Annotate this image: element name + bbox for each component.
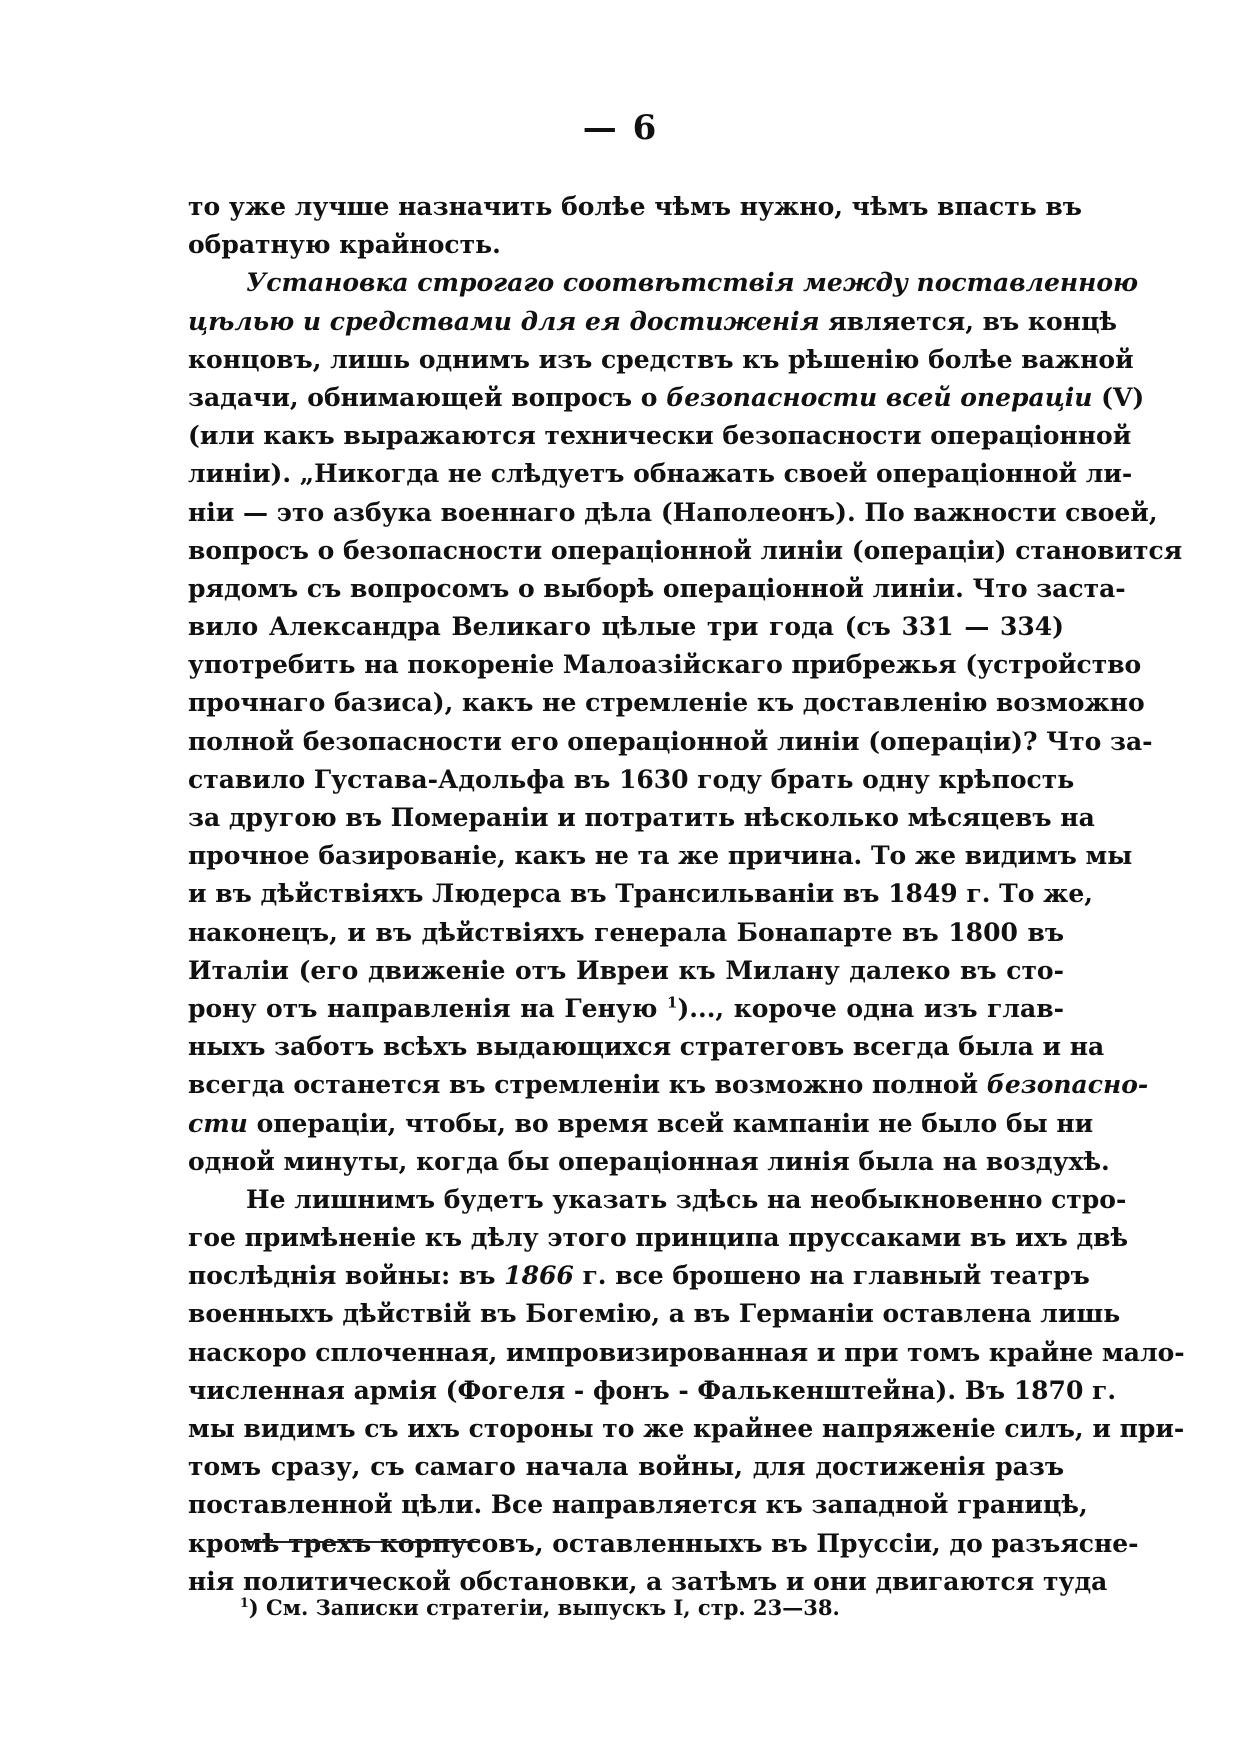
text-line: [188, 1295, 1121, 1333]
text-line: [188, 1334, 1185, 1372]
text-line: [188, 1486, 1088, 1524]
line-text: наскоро сплоченная, импровизированная и при томъ крайне мало-: [188, 1337, 1185, 1367]
line-text: всегда останется въ стремленіи къ возможно полной: [188, 1070, 987, 1100]
line-text: обратную крайность.: [188, 230, 501, 260]
line-text: ныхъ заботъ всѣхъ выдающихся стратеговъ всегда была и на: [188, 1032, 1105, 1062]
text-line: [188, 532, 1183, 570]
line-text: (или какъ выражаются технически безопасности операціонной: [188, 421, 1132, 451]
line-text: (V): [1092, 382, 1145, 412]
line-text: за другою въ Помераніи и потратить нѣсколько мѣсяцевъ на: [188, 803, 1095, 832]
italic-text: сти: [188, 1108, 248, 1138]
text-line: [188, 952, 1064, 990]
footnote-reference: 1: [667, 993, 678, 1012]
text-line: [188, 1525, 1139, 1563]
text-line: [188, 723, 1153, 761]
text-line: [188, 1410, 1185, 1448]
line-text: Не лишнимъ будетъ указать здѣсь на необыкновенно стро-: [246, 1184, 1127, 1214]
text-line: [188, 1181, 1127, 1219]
line-text: )..., короче одна изъ глав-: [677, 993, 1064, 1023]
text-line: [188, 990, 1064, 1028]
line-text: употребить на покореніе Малоазійскаго прибрежья (устройство: [188, 650, 1142, 680]
line-text: операціи, чтобы, во время всей кампаніи не было бы ни: [247, 1108, 1094, 1138]
text-line: [188, 570, 1126, 608]
text-line: [188, 684, 1145, 722]
line-text: вопросъ о безопасности операціонной линіи (операціи) становится: [188, 535, 1183, 565]
line-text: прочнаго базиса), какъ не стремленіе къ доставленію возможно: [188, 688, 1145, 718]
text-line: [188, 1219, 1129, 1257]
line-text: вило Александра Великаго цѣлые три года (съ 331 — 334): [188, 612, 1064, 642]
text-line: [188, 417, 1132, 455]
line-text: послѣднія войны: въ: [188, 1261, 505, 1291]
text-line: [188, 264, 1139, 302]
footnote-text: ) См. Записки стратегіи, выпускъ I, стр. 23—38.: [248, 1595, 840, 1620]
text-line: [188, 188, 1082, 226]
line-text: одной минуты, когда бы операціонная линія была на воздухѣ.: [188, 1146, 1110, 1176]
body-text: [188, 188, 1185, 1601]
line-text: наконецъ, и въ дѣйствіяхъ генерала Бонапарте въ 1800 въ: [188, 917, 1064, 947]
line-text: поставленной цѣли. Все направляется къ западной границѣ,: [188, 1490, 1088, 1520]
text-line: [188, 837, 1133, 875]
text-line: [188, 1372, 1117, 1410]
text-line: [188, 455, 1133, 493]
line-text: гое примѣненіе къ дѣлу этого принципа пруссаками въ ихъ двѣ: [188, 1223, 1129, 1253]
text-line: [188, 379, 1145, 417]
italic-text: цѣлью и средствами для ея достиженія: [188, 306, 820, 336]
line-text: Италіи (его движеніе отъ Ивреи къ Милану далеко въ сто-: [188, 955, 1064, 985]
text-line: [188, 646, 1142, 684]
text-line: [188, 1448, 1064, 1486]
text-line: [188, 1066, 1149, 1104]
italic-text: безопасно-: [986, 1070, 1149, 1100]
line-text: ніи — это азбука военнаго дѣла (Наполеонъ). По важности своей,: [188, 497, 1158, 527]
text-line: [188, 1257, 1090, 1295]
line-text: является, въ концѣ: [819, 306, 1117, 336]
text-line: [188, 761, 1075, 799]
line-text: томъ сразу, съ самаго начала войны, для достиженія разъ: [188, 1452, 1064, 1482]
line-text: г. все брошено на главный театръ: [573, 1261, 1090, 1291]
line-text: ставило Густава-Адольфа въ 1630 году брать одну крѣпость: [188, 764, 1075, 794]
line-text: полной безопасности его операціонной линіи (операціи)? Что за-: [188, 726, 1153, 756]
footnote: [240, 1595, 840, 1620]
text-line: [188, 494, 1158, 532]
text-line: [188, 226, 1064, 264]
text-line: [188, 799, 1095, 837]
line-text: концовъ, лишь однимъ изъ средствъ къ рѣшенію болѣе важной: [188, 344, 1134, 374]
line-text: кромѣ трехъ корпусовъ, оставленныхъ въ Пруссіи, до разъясне-: [188, 1528, 1139, 1558]
line-text: прочное базированіе, какъ не та же причина. То же видимъ мы: [188, 841, 1133, 871]
line-text: и въ дѣйствіяхъ Людерса въ Трансильваніи въ 1849 г. То же,: [188, 879, 1093, 909]
line-text: рону отъ направленія на Геную: [188, 993, 668, 1023]
line-text: военныхъ дѣйствій въ Богемію, а въ Германіи оставлена лишь: [188, 1299, 1121, 1329]
footnote-marker: 1: [240, 1595, 249, 1610]
line-text: задачи, обнимающей вопросъ о: [188, 382, 667, 412]
line-text: численная армія (Фогеля - фонъ - Фалькенштейна). Въ 1870 г.: [188, 1375, 1117, 1405]
text-line: [188, 608, 1064, 646]
line-text: то уже лучше назначить болѣе чѣмъ нужно, чѣмъ впасть въ: [188, 192, 1082, 221]
text-line: [188, 1143, 1110, 1181]
text-line: [188, 303, 1117, 341]
line-text: нія политической обстановки, а затѣмъ и они двигаются туда: [188, 1566, 1108, 1596]
italic-text: Установка строгаго соотвѣтствія между поставленною: [246, 268, 1139, 298]
italic-text: безопасности всей операціи: [666, 382, 1093, 412]
text-line: [188, 875, 1093, 913]
line-text: рядомъ съ вопросомъ о выборѣ операціонной линіи. Что заста-: [188, 573, 1126, 603]
line-text: мы видимъ съ ихъ стороны то же крайнее напряженіе силъ, и при-: [188, 1414, 1185, 1443]
line-text: линіи). „Никогда не слѣдуетъ обнажать своей операціонной ли-: [188, 459, 1133, 489]
text-line: [188, 914, 1064, 952]
footnote-divider: [240, 1541, 480, 1543]
text-line: [188, 1105, 1094, 1143]
text-line: [188, 1028, 1105, 1066]
italic-text: 1866: [504, 1261, 574, 1291]
text-line: [188, 341, 1134, 379]
page-number: — 6: [582, 108, 659, 148]
